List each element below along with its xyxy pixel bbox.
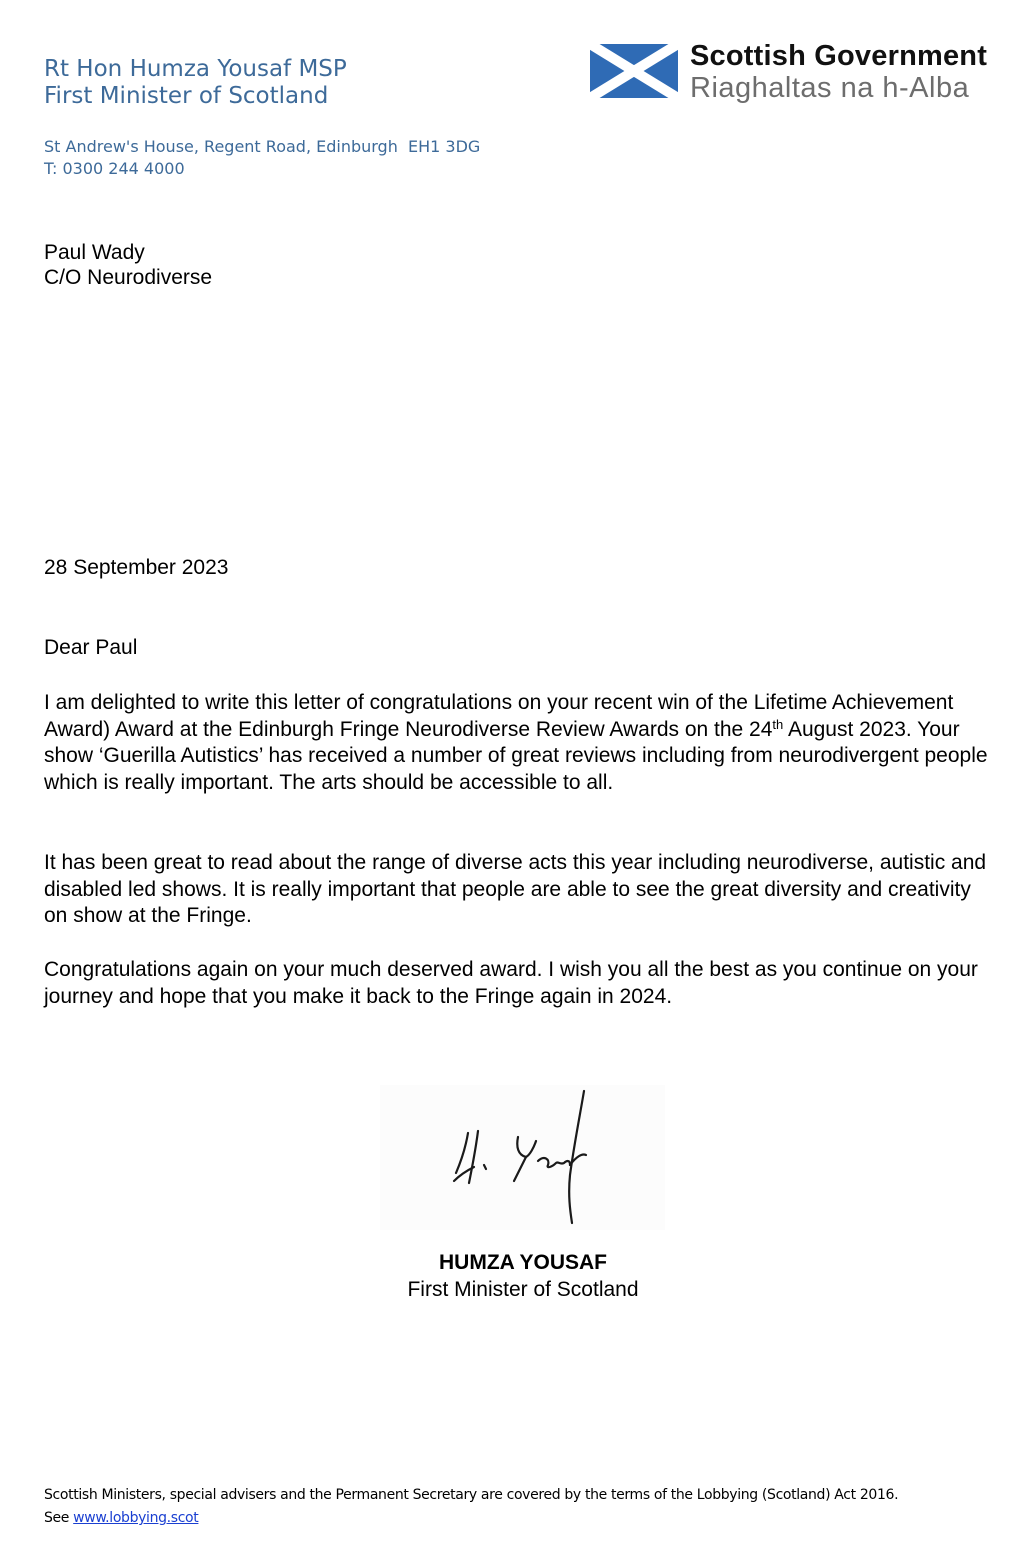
sender-title: First Minister of Scotland	[44, 83, 329, 109]
body-paragraph-1	[44, 690, 994, 796]
recipient-org: C/O Neurodiverse	[44, 266, 213, 289]
lobbying-link[interactable]: www.lobbying.scot	[73, 1510, 199, 1526]
sender-address: St Andrew's House, Regent Road, Edinburgh EH1 3DG	[44, 137, 481, 156]
body-paragraph-2: It has been great to read about the range of diverse acts this year including neurodiverse, autistic and disabled led shows. It is really important that people are able to see the great diversity and creativity on show at the Fringe.	[44, 851, 987, 927]
sender-block	[44, 56, 347, 110]
handwritten-signature	[380, 1085, 665, 1230]
sender-phone: T: 0300 244 4000	[44, 159, 185, 178]
salutation: Dear Paul	[44, 636, 138, 659]
letter-date: 28 September 2023	[44, 556, 229, 579]
recipient-block	[44, 240, 212, 290]
footer-see-label: See	[44, 1510, 74, 1526]
body-paragraph-1-end: August 2023. Your show ‘Guerilla Autistics’ has received a number of great reviews including from neurodivergent people which is really important. The arts should be accessible to all.	[44, 717, 988, 794]
sender-contact	[44, 136, 480, 180]
lobbying-notice: Scottish Ministers, special advisers and the Permanent Secretary are covered by the terms of the Lobbying (Scotland) Act 2016.	[44, 1487, 899, 1503]
body-paragraph-3: Congratulations again on your much deserved award. I wish you all the best as you continue on your journey and hope that you make it back to the Fringe again in 2024.	[44, 958, 978, 1008]
logo-name-gaelic: Riaghaltas na h-Alba	[690, 72, 970, 104]
signature-icon	[380, 1085, 665, 1230]
recipient-name: Paul Wady	[44, 241, 145, 264]
body-paragraph-1-start: I am delighted to write this letter of congratulations on your recent win of the Lifetime Achievement Award) Award at the Edinburgh Fringe Neurodiverse Review Awards on the 24	[44, 691, 954, 741]
signer-title: First Minister of Scotland	[407, 1278, 639, 1301]
saltire-flag-icon	[590, 44, 678, 98]
sender-name: Rt Hon Humza Yousaf MSP	[44, 56, 347, 82]
footer-see-line	[44, 1507, 898, 1530]
logo-name-english: Scottish Government	[690, 40, 988, 72]
scottish-government-logo	[590, 40, 1010, 106]
footer-notice	[44, 1484, 898, 1530]
signer-name: HUMZA YOUSAF	[439, 1251, 607, 1274]
ordinal-suffix: th	[772, 716, 784, 732]
